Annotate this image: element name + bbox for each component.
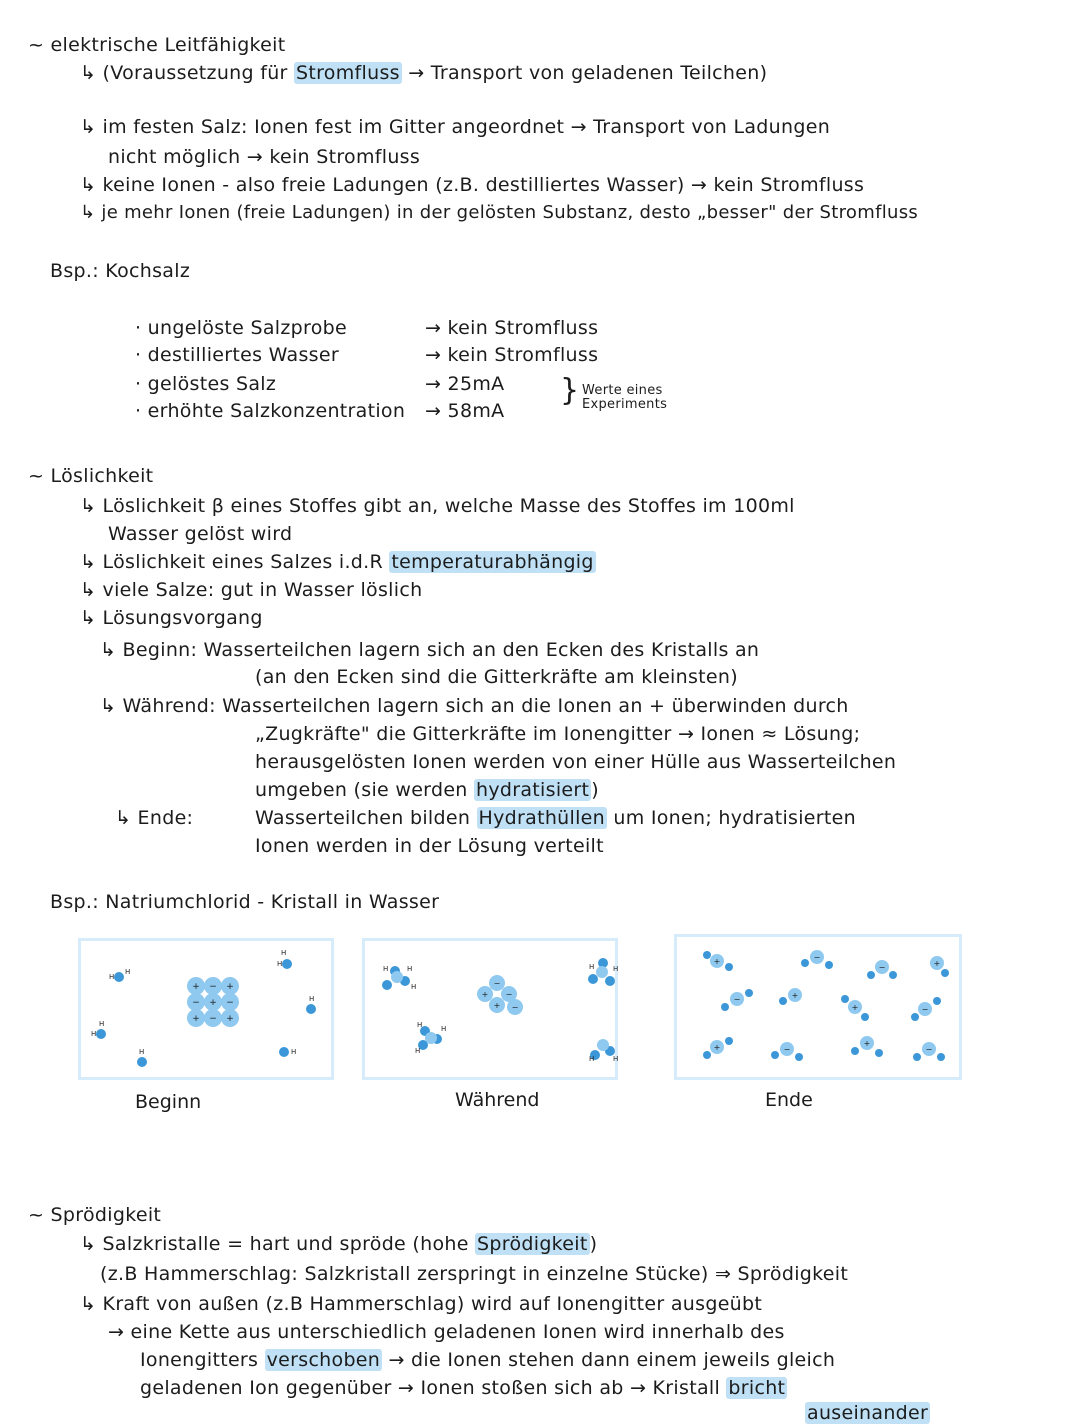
diagram-panel-beginn: [78, 938, 334, 1080]
svg-text:+: +: [209, 998, 217, 1008]
svg-text:H: H: [139, 1048, 145, 1056]
brittleness-heading: ~ Sprödigkeit: [28, 1204, 162, 1226]
item-result: → kein Stromfluss: [425, 344, 599, 366]
solubility-heading: ~ Löslichkeit: [28, 465, 154, 487]
note-line-1: Werte eines: [582, 383, 663, 398]
process-ende: Wasserteilchen bilden Hydrathüllen um Ionen; hydratisierten: [255, 807, 856, 829]
example-nacl: Bsp.: Natriumchlorid - Kristall in Wasser: [50, 891, 440, 913]
svg-text:H: H: [383, 965, 389, 973]
diagram-panel-ende: [674, 934, 962, 1080]
svg-text:+: +: [713, 1043, 721, 1052]
solubility-line-4: ↳ Lösungsvorgang: [80, 607, 263, 629]
highlight-hydratisiert: hydratisiert: [476, 779, 590, 801]
svg-text:H: H: [407, 965, 413, 973]
svg-text:+: +: [863, 1039, 871, 1048]
svg-text:H: H: [91, 1030, 97, 1038]
svg-text:−: −: [813, 953, 821, 962]
svg-text:−: −: [505, 990, 513, 999]
svg-text:H: H: [613, 965, 619, 973]
crystal-waehrend-illustration: [365, 941, 619, 1077]
item-result: → 58mA: [425, 400, 505, 422]
note-line-2: Experiments: [582, 397, 668, 412]
crystal-ende-illustration: [677, 937, 959, 1077]
brittleness-line-3: ↳ Kraft von außen (z.B Hammerschlag) wird auf Ionengitter ausgeübt: [80, 1293, 763, 1315]
solubility-line-2: ↳ Löslichkeit eines Salzes i.d.R temperaturabhängig: [80, 551, 594, 573]
solubility-line-3: ↳ viele Salze: gut in Wasser löslich: [80, 579, 423, 601]
svg-text:H: H: [309, 995, 315, 1003]
svg-text:+: +: [851, 1003, 859, 1012]
highlight-hydrathuellen: Hydrathüllen: [478, 807, 606, 829]
svg-text:H: H: [589, 963, 595, 971]
svg-text:−: −: [192, 998, 200, 1008]
svg-text:−: −: [921, 1005, 929, 1014]
svg-text:H: H: [291, 1048, 297, 1056]
process-waehrend-3: herausgelösten Ionen werden von einer Hülle aus Wasserteilchen: [255, 751, 897, 773]
svg-text:−: −: [493, 979, 501, 988]
item-label: · erhöhte Salzkonzentration: [135, 400, 406, 422]
caption-beginn: Beginn: [135, 1091, 202, 1113]
svg-text:−: −: [733, 995, 741, 1004]
svg-text:H: H: [415, 1047, 421, 1055]
svg-text:−: −: [226, 998, 234, 1008]
brace-icon: }: [560, 373, 580, 408]
process-beginn-2: (an den Ecken sind die Gitterkräfte am kleinsten): [255, 666, 738, 688]
process-beginn: ↳ Beginn: Wasserteilchen lagern sich an den Ecken des Kristalls an: [100, 639, 760, 661]
process-waehrend: ↳ Während: Wasserteilchen lagern sich an die Ionen an + überwinden durch: [100, 695, 849, 717]
brittleness-line-6: geladenen Ion gegenüber → Ionen stoßen sich ab → Kristall bricht: [140, 1377, 786, 1399]
svg-text:+: +: [226, 982, 234, 992]
svg-text:−: −: [209, 982, 217, 992]
highlight-temperature: temperaturabhängig: [391, 551, 594, 573]
highlight-verschoben: verschoben: [266, 1349, 381, 1371]
conductivity-line-2: ↳ im festen Salz: Ionen fest im Gitter angeordnet → Transport von Ladungen: [80, 116, 831, 138]
process-waehrend-4: umgeben (sie werden hydratisiert ): [255, 779, 599, 801]
conductivity-heading: ~ elektrische Leitfähigkeit: [28, 34, 286, 56]
svg-text:H: H: [411, 983, 417, 991]
conductivity-line-3: nicht möglich → kein Stromfluss: [108, 146, 421, 168]
svg-text:H: H: [441, 1025, 447, 1033]
example-kochsalz: Bsp.: Kochsalz: [50, 260, 191, 282]
svg-text:−: −: [511, 1003, 519, 1012]
item-result: → kein Stromfluss: [425, 317, 599, 339]
svg-text:H: H: [589, 1055, 595, 1063]
svg-text:+: +: [713, 957, 721, 966]
conductivity-line-5: ↳ je mehr Ionen (freie Ladungen) in der gelösten Substanz, desto „besser" der Stromfluss: [80, 202, 919, 223]
highlight-sproedigkeit: Sprödigkeit: [477, 1233, 588, 1255]
conductivity-line-1: ↳ (Voraussetzung für Stromfluss → Transport von geladenen Teilchen): [80, 62, 768, 84]
process-ende-label: ↳ Ende:: [115, 807, 194, 829]
item-label: · ungelöste Salzprobe: [135, 317, 347, 339]
conductivity-line-4: ↳ keine Ionen - also freie Ladungen (z.B. destilliertes Wasser) → kein Stromfluss: [80, 174, 865, 196]
highlight-bricht: bricht: [728, 1377, 786, 1399]
caption-ende: Ende: [765, 1089, 813, 1111]
brittleness-line-2: (z.B Hammerschlag: Salzkristall zerspringt in einzelne Stücke) ⇒ Sprödigkeit: [100, 1263, 849, 1285]
highlight-stromfluss: Stromfluss: [296, 62, 400, 84]
item-result: → 25mA: [425, 373, 505, 395]
svg-text:+: +: [493, 1001, 501, 1010]
highlight-auseinander: auseinander: [807, 1402, 929, 1424]
solubility-line-1b: Wasser gelöst wird: [108, 523, 293, 545]
crystal-beginn-illustration: [81, 941, 331, 1077]
svg-text:−: −: [783, 1045, 791, 1054]
brittleness-line-5: Ionengitters verschoben → die Ionen stehen dann einem jeweils gleich: [140, 1349, 836, 1371]
svg-text:H: H: [125, 968, 131, 976]
svg-text:−: −: [925, 1045, 933, 1054]
svg-text:+: +: [481, 990, 489, 999]
svg-text:+: +: [192, 1014, 200, 1024]
item-label: · destilliertes Wasser: [135, 344, 339, 366]
svg-text:H: H: [277, 960, 283, 968]
process-ende-2: Ionen werden in der Lösung verteilt: [255, 835, 604, 857]
svg-text:H: H: [281, 949, 287, 957]
svg-text:H: H: [613, 1055, 619, 1063]
svg-text:+: +: [791, 991, 799, 1000]
svg-text:H: H: [109, 973, 115, 981]
svg-text:−: −: [878, 963, 886, 972]
process-waehrend-2: „Zugkräfte" die Gitterkräfte im Ionengitter → Ionen ≈ Lösung;: [255, 723, 861, 745]
solubility-line-1: ↳ Löslichkeit β eines Stoffes gibt an, welche Masse des Stoffes im 100ml: [80, 495, 795, 517]
svg-text:−: −: [209, 1014, 217, 1024]
brittleness-line-4: → eine Kette aus unterschiedlich geladenen Ionen wird innerhalb des: [108, 1321, 785, 1343]
diagram-panel-waehrend: [362, 938, 618, 1080]
svg-text:H: H: [99, 1020, 105, 1028]
caption-waehrend: Während: [455, 1089, 540, 1111]
brittleness-line-7: [805, 1401, 930, 1425]
svg-text:+: +: [933, 959, 941, 968]
svg-text:H: H: [417, 1021, 423, 1029]
svg-text:+: +: [192, 982, 200, 992]
svg-text:+: +: [226, 1014, 234, 1024]
brittleness-line-1: ↳ Salzkristalle = hart und spröde (hohe Sprödigkeit ): [80, 1233, 598, 1255]
item-label: · gelöstes Salz: [135, 373, 277, 395]
